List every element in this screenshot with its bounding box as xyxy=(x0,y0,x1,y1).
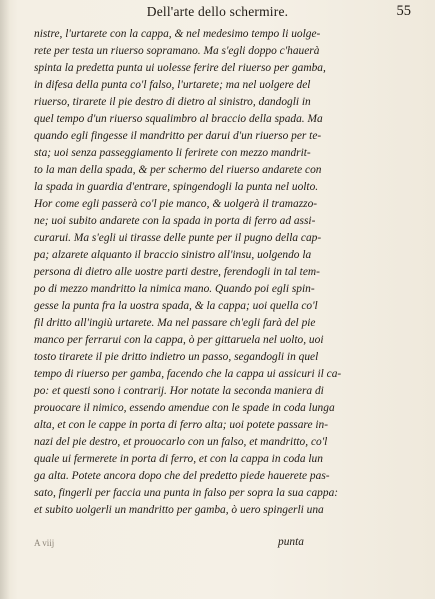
text-line: et subito uolgerli un mandritto per gamba, ò uero spingerli una xyxy=(34,504,324,516)
text-line: rete per testa un riuerso sopramano. Ma s'egli doppo c'hauerà xyxy=(34,45,320,57)
text-line: riuerso, tirarete il pie destro di dietro al sinistro, dandogli in xyxy=(34,96,311,108)
text-line: Hor come egli passerà co'l pie manco, & uolgerà il tramazzo- xyxy=(34,198,318,210)
text-line: quando egli fingesse il mandritto per darui d'un riuerso per te- xyxy=(34,130,322,142)
body-text xyxy=(34,26,419,519)
signature-mark: A viij xyxy=(34,538,55,548)
text-line: nistre, l'urtarete con la cappa, & nel medesimo tempo li uolge- xyxy=(34,28,321,40)
text-line: ne; uoi subito andarete con la spada in porta di ferro ad assi- xyxy=(34,215,316,227)
text-line: quale ui fermerete in porta di ferro, et con la cappa in coda lun xyxy=(34,453,323,465)
page-header xyxy=(0,2,435,22)
text-line: nazi del pie destro, et prouocarlo con un falso, et mandritto, co'l xyxy=(34,436,328,448)
text-line: sato, fingerli per faccia una punta in falso per sopra la sua cappa: xyxy=(34,487,339,499)
text-line: ga alta. Potete ancora dopo che del predetto piede hauerete pas- xyxy=(34,470,330,482)
text-line: persona di dietro alle uostre parti destre, ferendogli in tal tem- xyxy=(34,266,320,278)
text-line: la spada in guardia d'entrare, spingendogli la punta nel uolto. xyxy=(34,181,319,193)
gutter-shadow xyxy=(0,0,10,599)
text-line: curarui. Ma s'egli ui tirasse delle punte per il pugno della cap- xyxy=(34,232,322,244)
catchword: punta xyxy=(278,536,304,548)
text-line: manco per ferrarui con la cappa, ò per gittaruela nel uolto, uoi xyxy=(34,334,324,346)
text-line: to la man della spada, & per schermo del riuerso andarete con xyxy=(34,164,322,176)
text-line: tosto tirarete il pie dritto indietro un passo, segandogli in quel xyxy=(34,351,319,363)
text-line: spinta la predetta punta ui uolesse ferire del riuerso per gamba, xyxy=(34,62,326,74)
running-head: Dell'arte dello schermire. xyxy=(146,4,289,19)
text-line: po di mezzo mandritto la nimica mano. Quando poi egli spin- xyxy=(34,283,315,295)
text-line: quel tempo d'un riuerso squalimbro al braccio della spada. Ma xyxy=(34,113,323,125)
text-line: sta; uoi senza passeggiamento li ferirete con mezzo mandrit- xyxy=(34,147,311,159)
text-line: alta, et con le cappe in porta di ferro alta; uoi potete passare in- xyxy=(34,419,329,431)
text-line: prouocare il nimico, essendo amendue con le spade in coda lunga xyxy=(34,402,335,414)
text-line: tempo di riuerso per gamba, facendo che la cappa ui assicuri il ca- xyxy=(34,368,342,380)
text-line: in difesa della punta co'l falso, l'urtarete; ma nel uolgere del xyxy=(34,79,311,91)
page-number: 55 xyxy=(396,3,411,19)
text-line: fil dritto all'ingiù urtarete. Ma nel passare ch'egli farà del pie xyxy=(34,317,316,329)
text-line: pa; alzarete alquanto il braccio sinistro all'insu, uolgendo la xyxy=(34,249,312,261)
text-line: po: et questi sono i contrarij. Hor notate la seconda maniera di xyxy=(34,385,324,397)
text-line: gesse la punta fra la uostra spada, & la cappa; uoi quella co'l xyxy=(34,300,318,312)
